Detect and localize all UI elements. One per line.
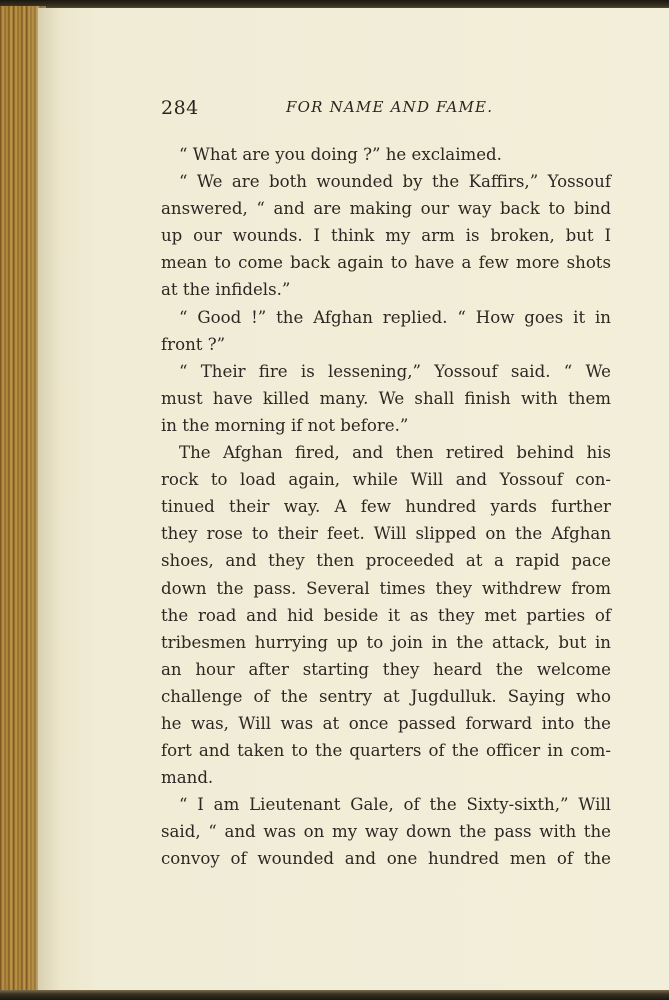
text-line: up our wounds. I think my arm is broken, but I: [161, 226, 611, 246]
book-bottom-edge: [0, 990, 669, 1000]
text-line: answered, “ and are making our way back to bind: [161, 199, 611, 219]
body-text: [161, 141, 611, 873]
page-header: [161, 97, 611, 127]
page-number: 284: [161, 97, 199, 119]
text-line: convoy of wounded and one hundred men of the: [161, 849, 611, 869]
text-line: at the infidels.”: [161, 280, 291, 300]
text-line: mand.: [161, 768, 214, 788]
text-line: “ Good !” the Afghan replied. “ How goes it in: [179, 307, 611, 327]
text-line: The Afghan fired, and then retired behind his: [179, 443, 611, 463]
text-line: “ I am Lieutenant Gale, of the Sixty-sixth,” Will: [179, 795, 611, 815]
text-line: he was, Will was at once passed forward into the: [161, 713, 611, 733]
text-line: “ We are both wounded by the Kaffirs,” Yossouf: [179, 172, 611, 192]
text-line: down the pass. Several times they withdrew from: [161, 578, 611, 598]
text-line: challenge of the sentry at Jugdulluk. Saying who: [161, 686, 611, 706]
text-line: tinued their way. A few hundred yards further: [161, 497, 611, 517]
text-line: in the morning if not before.”: [161, 415, 409, 435]
running-head: FOR NAME AND FAME.: [286, 98, 494, 116]
text-line: front ?”: [161, 334, 226, 354]
text-line: said, “ and was on my way down the pass with the: [161, 822, 611, 842]
text-line: “ Their fire is lessening,” Yossouf said. “ We: [179, 361, 611, 381]
text-line: tribesmen hurrying up to join in the attack, but in: [161, 632, 611, 652]
text-line: an hour after starting they heard the welcome: [161, 659, 611, 679]
text-line: mean to come back again to have a few more shots: [161, 253, 611, 273]
text-line: shoes, and they then proceeded at a rapid pace: [161, 551, 611, 571]
text-line: the road and hid beside it as they met parties of: [161, 605, 611, 625]
text-line: they rose to their feet. Will slipped on the Afghan: [161, 524, 611, 544]
text-line: must have killed many. We shall finish with them: [161, 388, 611, 408]
text-line: rock to load again, while Will and Yossouf con-: [161, 470, 611, 490]
text-line: “ What are you doing ?” he exclaimed.: [179, 145, 502, 164]
text-line: fort and taken to the quarters of the officer in com-: [161, 741, 611, 761]
